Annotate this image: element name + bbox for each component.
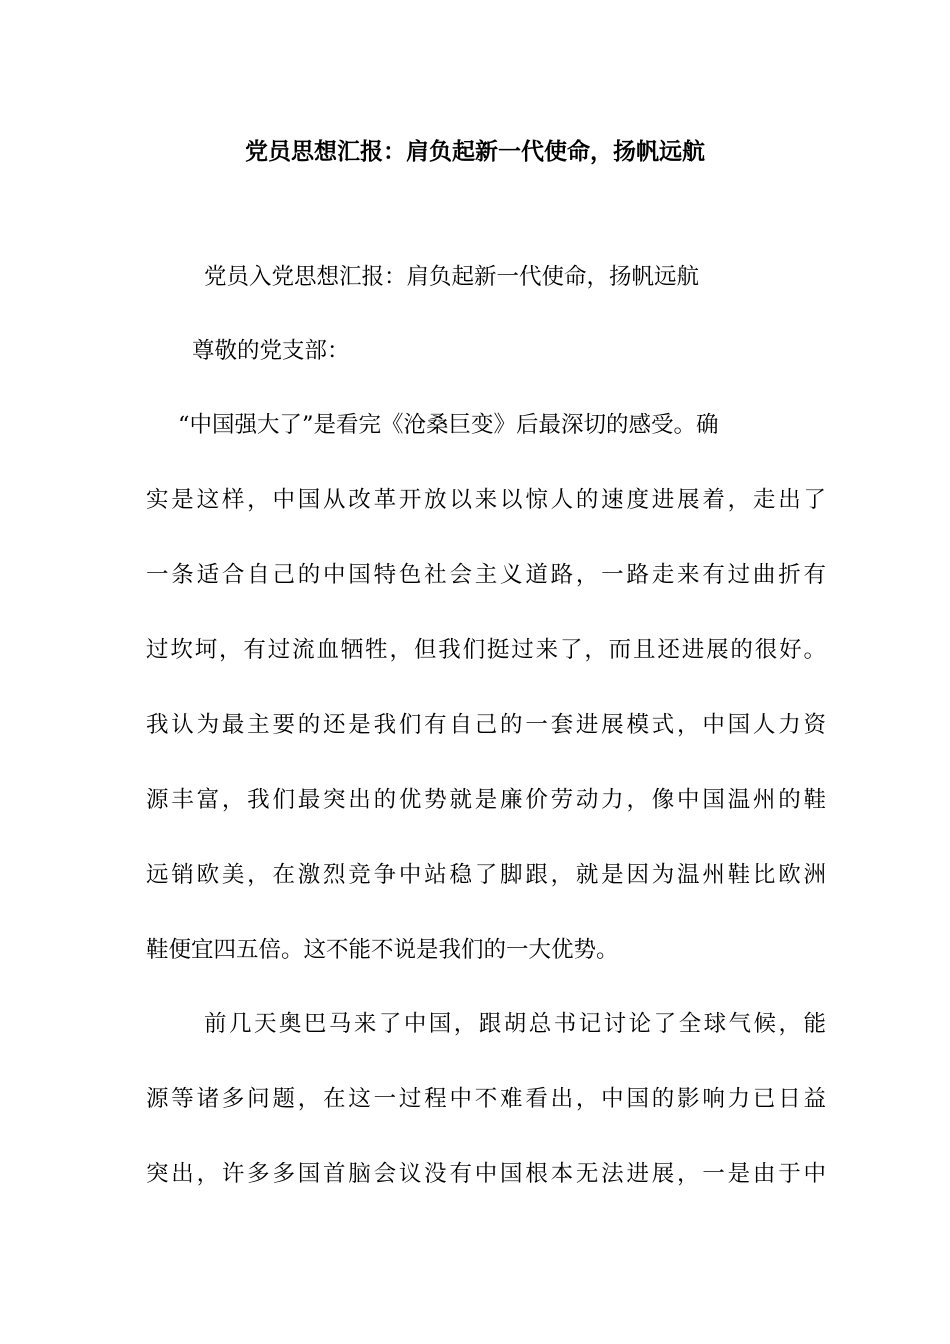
paragraph-line: 前几天奥巴马来了中国，跟胡总书记讨论了全球气候，能 [204, 1011, 826, 1037]
paragraph-line: 突出，许多多国首脑会议没有中国根本无法进展，一是由于中 [146, 1161, 826, 1187]
document-title: 党员思想汇报：肩负起新一代使命，扬帆远航 [245, 139, 705, 165]
paragraph-line: 我认为最主要的还是我们有自己的一套进展模式，中国人力资 [146, 712, 826, 738]
paragraph-line: 源等诸多问题，在这一过程中不难看出，中国的影响力已日益 [146, 1086, 826, 1112]
paragraph-line: 远销欧美，在激烈竞争中站稳了脚跟，就是因为温州鞋比欧洲 [146, 862, 826, 888]
paragraph-line: 实是这样，中国从改革开放以来以惊人的速度进展着，走出了 [146, 487, 826, 513]
document-subtitle: 党员入党思想汇报：肩负起新一代使命，扬帆远航 [204, 264, 700, 290]
paragraph-line: 鞋便宜四五倍。这不能不说是我们的一大优势。 [146, 937, 619, 963]
paragraph-line: “中国强大了”是看完《沧桑巨变》后最深切的感受。确 [178, 412, 719, 438]
paragraph-line: 源丰富，我们最突出的优势就是廉价劳动力，像中国温州的鞋 [146, 787, 826, 813]
paragraph-line: 一条适合自己的中国特色社会主义道路，一路走来有过曲折有 [146, 562, 826, 588]
paragraph-line: 过坎坷，有过流血牺牲，但我们挺过来了，而且还进展的很好。 [146, 637, 826, 663]
salutation: 尊敬的党支部： [192, 338, 350, 364]
